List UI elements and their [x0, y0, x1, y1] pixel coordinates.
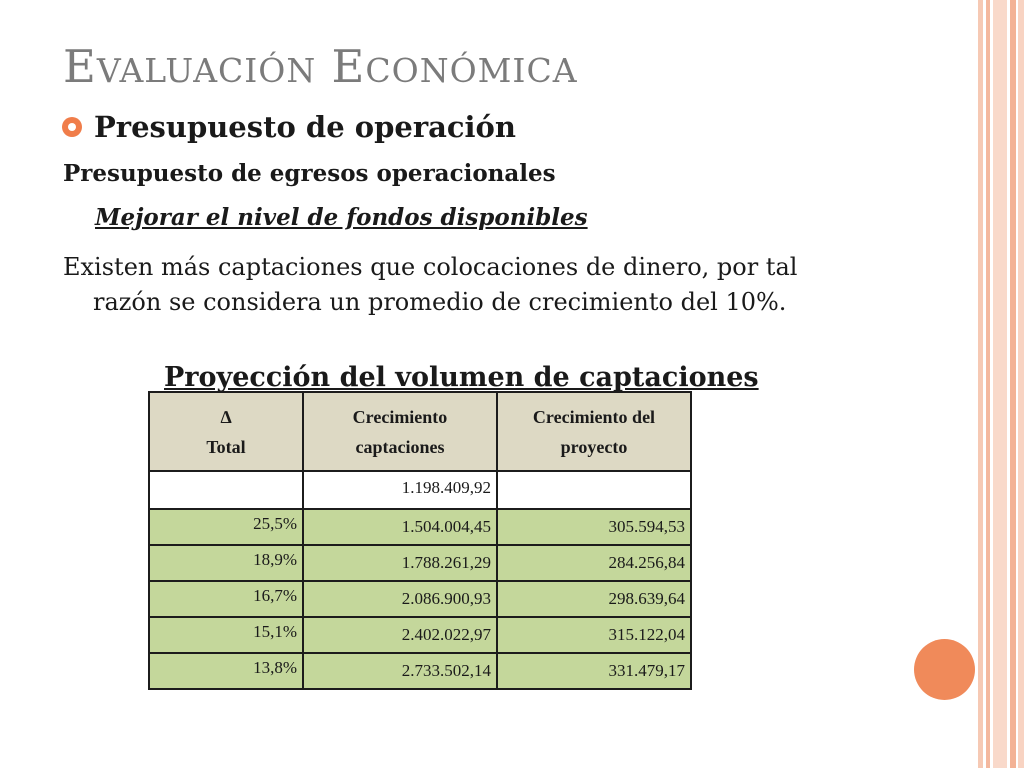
- header-delta-label: Total: [206, 436, 246, 457]
- cell-captaciones: 2.086.900,93: [303, 581, 497, 617]
- cell-delta: 13,8%: [149, 653, 303, 689]
- header-captaciones: [303, 392, 497, 471]
- cell-proyecto: 298.639,64: [497, 581, 691, 617]
- decor-stripe: [986, 0, 990, 768]
- table-header-row: [149, 392, 691, 471]
- cell-delta: [149, 471, 303, 509]
- decor-stripe: [1018, 0, 1024, 768]
- table-row: [149, 509, 691, 545]
- cell-captaciones: 1.198.409,92: [303, 471, 497, 509]
- title-cap-1: E: [63, 40, 97, 93]
- decor-stripe: [1010, 0, 1016, 768]
- cell-delta: 25,5%: [149, 509, 303, 545]
- decor-stripe: [993, 0, 1007, 768]
- cell-delta: 15,1%: [149, 617, 303, 653]
- cell-proyecto: 305.594,53: [497, 509, 691, 545]
- table-row: [149, 617, 691, 653]
- cell-proyecto: 315.122,04: [497, 617, 691, 653]
- cell-captaciones: 1.504.004,45: [303, 509, 497, 545]
- cell-captaciones: 2.402.022,97: [303, 617, 497, 653]
- header-captaciones-line2: captaciones: [355, 436, 445, 457]
- title-word-2: CONÓMICA: [365, 51, 578, 90]
- cell-captaciones: 2.733.502,14: [303, 653, 497, 689]
- cell-proyecto: [497, 471, 691, 509]
- cell-captaciones: 1.788.261,29: [303, 545, 497, 581]
- captaciones-table: [148, 391, 692, 690]
- header-proyecto-line1: Crecimiento del: [532, 406, 656, 427]
- decor-circle: [914, 639, 975, 700]
- decor-stripe: [978, 0, 983, 768]
- title-cap-2: E: [331, 40, 366, 93]
- header-delta-symbol: ∆: [220, 406, 232, 427]
- header-proyecto: [497, 392, 691, 471]
- objective-text: Mejorar el nivel de fondos disponibles: [95, 204, 588, 231]
- bullet-heading: Presupuesto de operación: [94, 110, 516, 144]
- slide-title: [63, 40, 578, 93]
- table-row: [149, 581, 691, 617]
- cell-proyecto: 284.256,84: [497, 545, 691, 581]
- cell-proyecto: 331.479,17: [497, 653, 691, 689]
- header-delta: [149, 392, 303, 471]
- cell-delta: 16,7%: [149, 581, 303, 617]
- table-row: [149, 653, 691, 689]
- table-title: Proyección del volumen de captaciones: [164, 362, 759, 392]
- cell-delta: 18,9%: [149, 545, 303, 581]
- bullet-icon: [62, 117, 82, 137]
- section-heading: Presupuesto de egresos operacionales: [63, 160, 556, 187]
- header-proyecto-line2: proyecto: [560, 436, 628, 457]
- title-word-1: VALUACIÓN: [96, 51, 317, 90]
- bullet-heading-row: [62, 110, 516, 144]
- table-row: [149, 471, 691, 509]
- header-captaciones-line1: Crecimiento: [352, 406, 448, 427]
- table-row: [149, 545, 691, 581]
- body-paragraph: Existen más captaciones que colocaciones de dinero, por tal razón se considera un promedio de crecimiento del 10%.: [63, 253, 798, 316]
